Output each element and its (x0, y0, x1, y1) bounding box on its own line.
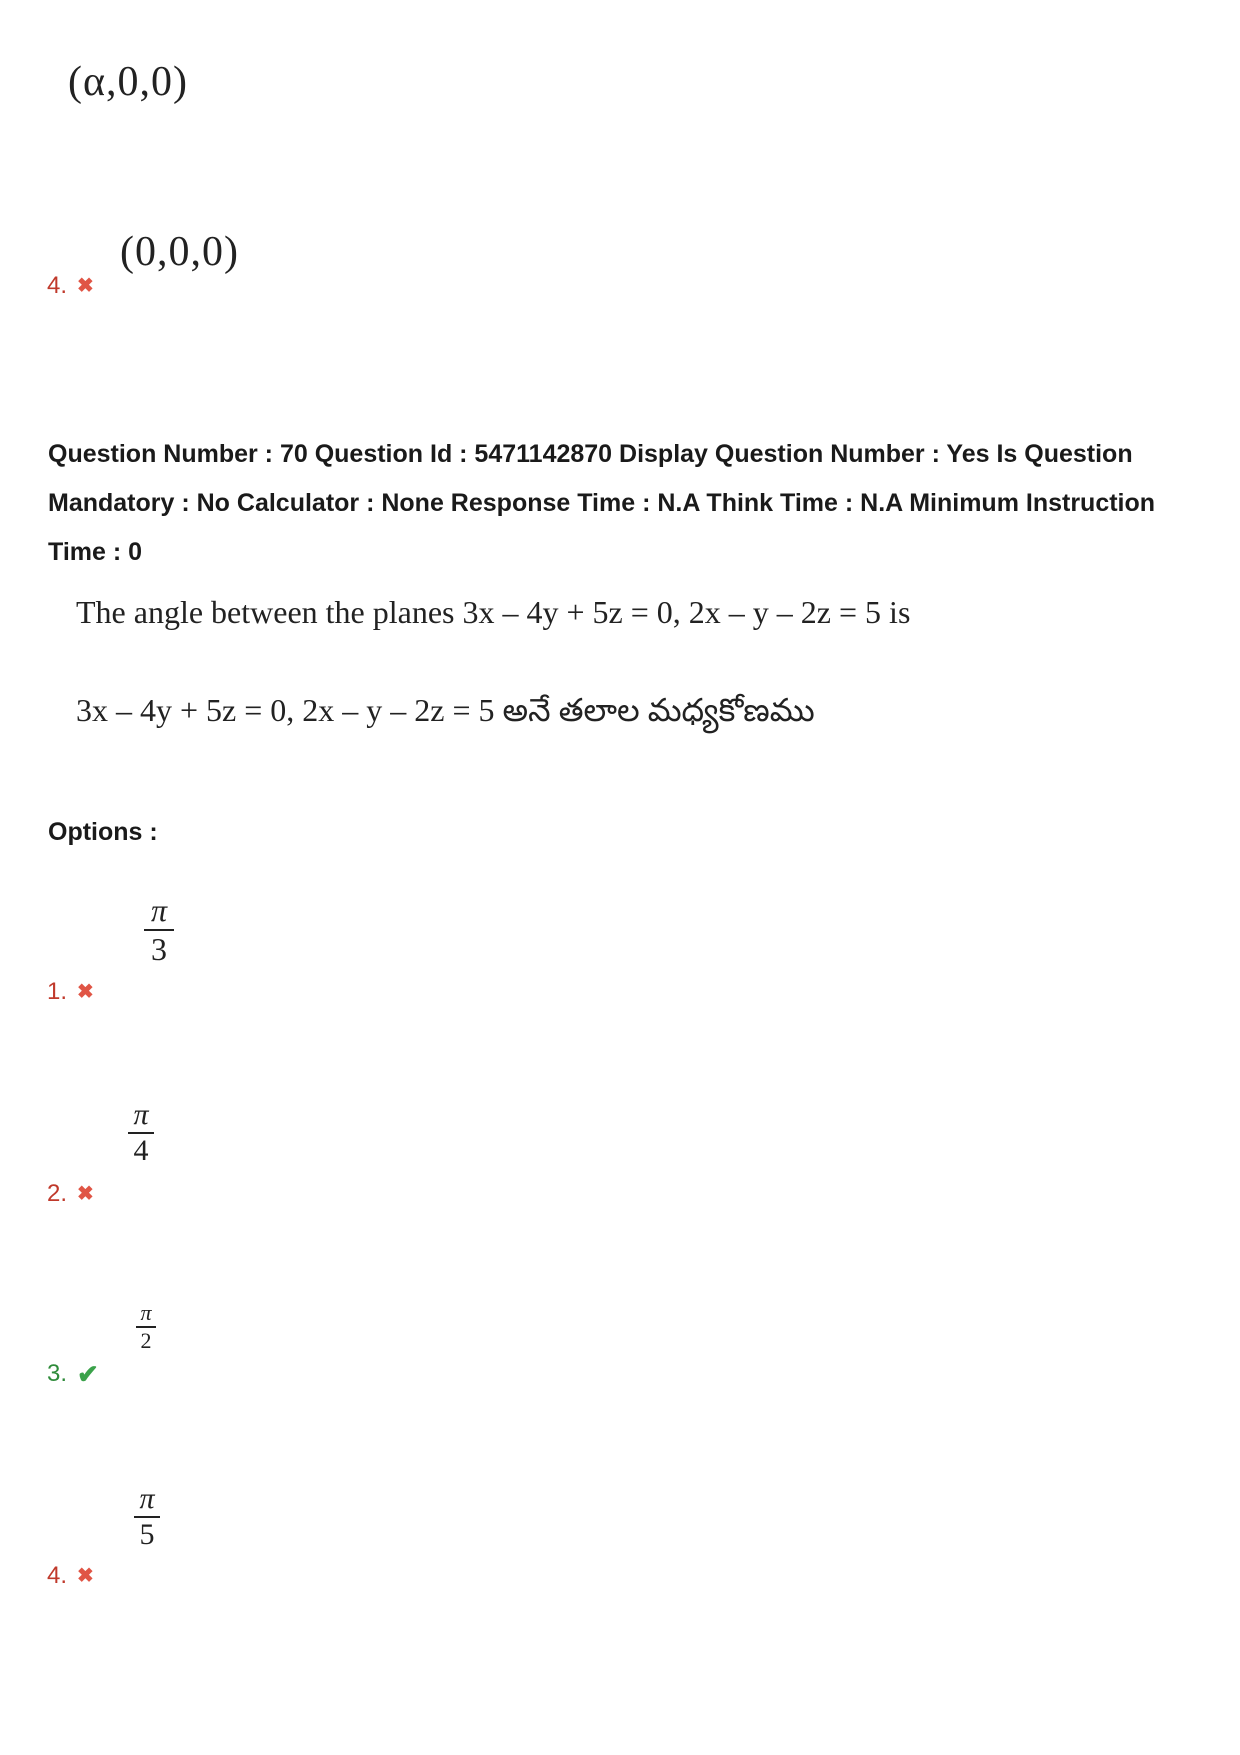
option-1-label (47, 978, 94, 1006)
option-number: 2. (47, 1180, 68, 1207)
option-1-fraction (144, 892, 174, 968)
fraction-denominator: 5 (139, 1518, 155, 1551)
fraction-numerator: π (133, 1098, 149, 1131)
fraction-denominator: 2 (140, 1328, 152, 1353)
question-meta: Question Number : 70 Question Id : 5471142870 Display Question Number : Yes Is Question Mandatory : No Calculator : None Response Time : N.A Think Time : N.A Minimum Instruction Time : 0 (48, 440, 1156, 566)
cross-icon: ✖ (77, 1183, 94, 1205)
option-4-fraction (134, 1482, 160, 1552)
option-number: 4. (47, 1562, 68, 1589)
option-3-label (47, 1360, 99, 1388)
check-icon: ✔ (77, 1359, 99, 1389)
question-text-telugu: 3x – 4y + 5z = 0, 2x – y – 2z = 5 అనే తలాల మధ్యకోణము (76, 692, 815, 728)
fraction-numerator: π (139, 1482, 155, 1515)
cross-icon: ✖ (77, 1565, 94, 1587)
prev-option-4-label (47, 272, 94, 300)
option-2-label (47, 1180, 94, 1208)
prev-option-3-value: (α,0,0) (68, 59, 188, 105)
question-text-english: The angle between the planes 3x – 4y + 5z = 0, 2x – y – 2z = 5 is (76, 594, 911, 630)
option-2-fraction (128, 1098, 154, 1168)
cross-icon: ✖ (77, 981, 94, 1003)
options-label: Options : (48, 818, 158, 846)
fraction-denominator: 4 (133, 1134, 149, 1167)
option-number: 3. (47, 1360, 68, 1387)
fraction-numerator: π (150, 892, 168, 928)
option-number: 4. (47, 272, 68, 299)
fraction-numerator: π (140, 1300, 152, 1325)
option-number: 1. (47, 978, 68, 1005)
prev-option-4-value: (0,0,0) (120, 229, 239, 275)
cross-icon: ✖ (77, 275, 94, 297)
option-4-label (47, 1562, 94, 1590)
fraction-denominator: 3 (151, 931, 167, 967)
option-3-fraction (136, 1300, 156, 1354)
